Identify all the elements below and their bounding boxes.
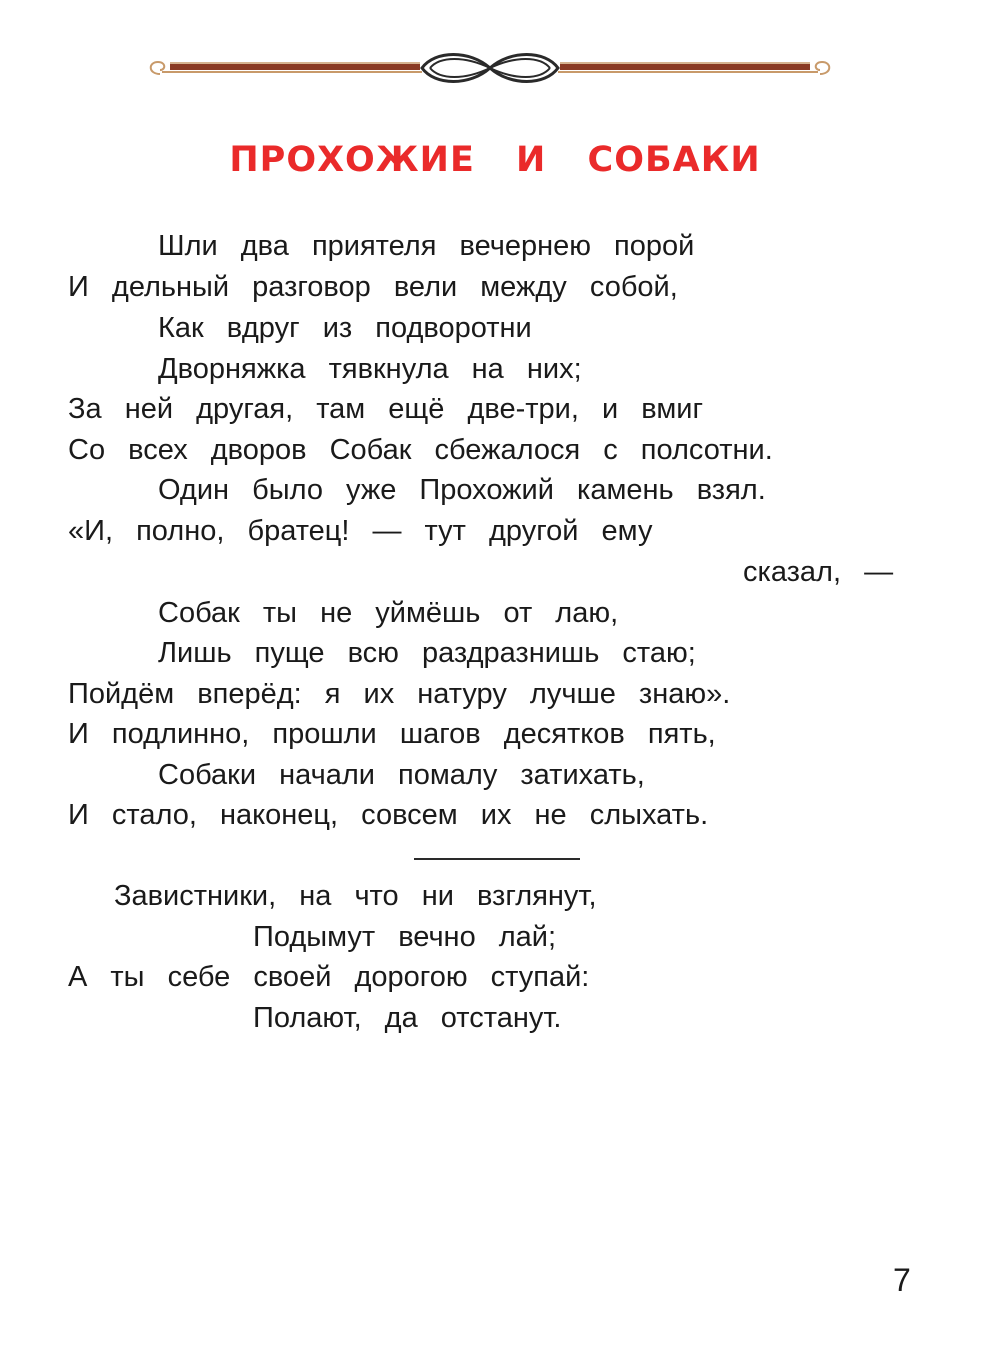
fable-line: Собаки начали помалу затихать,: [158, 759, 645, 791]
fable-line: «И, полно, братец! — тут другой ему: [68, 515, 653, 547]
fable-line: Как вдруг из подворотни: [158, 312, 532, 344]
fable-line: Один было уже Прохожий камень взял.: [158, 474, 766, 506]
fable-line: Собак ты не уймёшь от лаю,: [158, 597, 619, 629]
page-title: ПРОХОЖИЕ И СОБАКИ: [229, 140, 761, 180]
fable-line: Шли два приятеля вечернею порой: [158, 230, 695, 262]
page-number: 7: [893, 1262, 911, 1298]
fable-line: Со всех дворов Собак сбежалося с полсотни.: [68, 434, 773, 466]
section-divider: [414, 858, 580, 860]
moral-line: А ты себе своей дорогою ступай:: [68, 961, 590, 993]
moral-line: Завистники, на что ни взглянут,: [114, 880, 597, 912]
fable-line: Дворняжка тявкнула на них;: [158, 353, 582, 385]
moral-line: Подымут вечно лай;: [253, 921, 557, 953]
fable-line: За ней другая, там ещё две-три, и вмиг: [68, 393, 704, 425]
fable-line: И стало, наконец, совсем их не слыхать.: [68, 799, 709, 831]
fable-line: сказал, —: [743, 556, 894, 588]
fable-line: И дельный разговор вели между собой,: [68, 271, 678, 303]
fable-line: Пойдём вперёд: я их натуру лучше знаю».: [68, 678, 731, 710]
moral-line: Полают, да отстанут.: [253, 1002, 562, 1034]
fable-line: И подлинно, прошли шагов десятков пять,: [68, 718, 716, 750]
scroll-divider-icon: [140, 44, 840, 94]
fable-line: Лишь пуще всю раздразнишь стаю;: [158, 637, 696, 669]
